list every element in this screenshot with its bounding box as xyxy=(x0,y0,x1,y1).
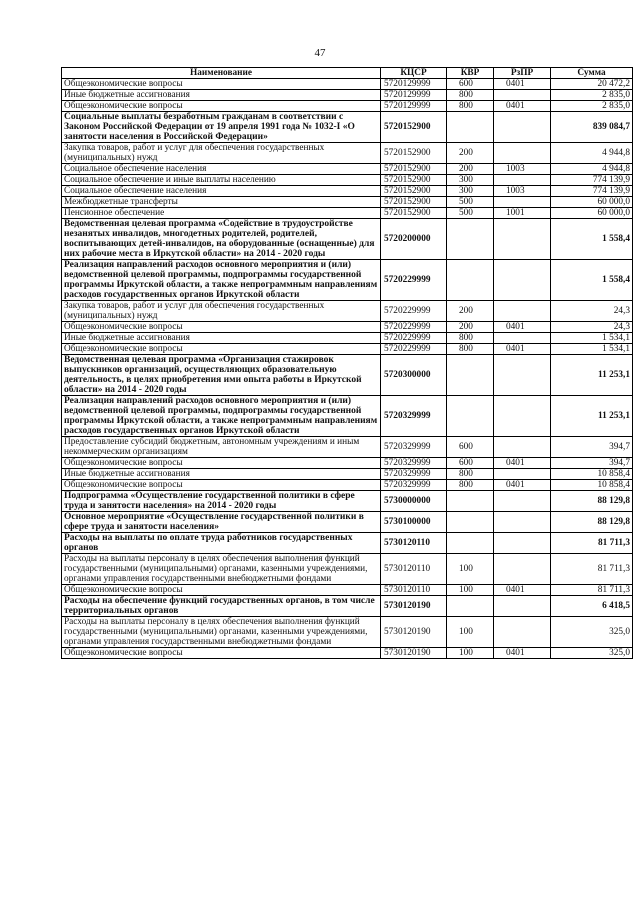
cell-rzpr xyxy=(494,143,551,164)
cell-rzpr: 0401 xyxy=(494,344,551,355)
cell-sum: 325,0 xyxy=(551,617,633,648)
cell-kvr: 100 xyxy=(447,648,494,659)
cell-rzpr xyxy=(494,90,551,101)
table-row xyxy=(62,301,633,322)
cell-kvr: 800 xyxy=(447,101,494,112)
cell-kcsr: 5720300000 xyxy=(381,355,447,396)
cell-kcsr: 5730120110 xyxy=(381,554,447,585)
cell-kvr xyxy=(447,355,494,396)
cell-kvr: 200 xyxy=(447,143,494,164)
cell-name: Общеэкономические вопросы xyxy=(62,458,381,469)
cell-name: Закупка товаров, работ и услуг для обеспечения государственных (муниципальных) нужд xyxy=(62,143,381,164)
cell-kvr: 300 xyxy=(447,175,494,186)
cell-kvr xyxy=(447,596,494,617)
cell-name: Общеэкономические вопросы xyxy=(62,648,381,659)
cell-sum: 81 711,3 xyxy=(551,533,633,554)
cell-sum: 88 129,8 xyxy=(551,512,633,533)
table-row xyxy=(62,322,633,333)
cell-rzpr: 0401 xyxy=(494,585,551,596)
cell-name: Расходы на выплаты по оплате труда работников государственных органов xyxy=(62,533,381,554)
cell-rzpr xyxy=(494,491,551,512)
cell-sum: 839 084,7 xyxy=(551,112,633,143)
cell-sum: 325,0 xyxy=(551,648,633,659)
cell-name: Закупка товаров, работ и услуг для обеспечения государственных (муниципальных) нужд xyxy=(62,301,381,322)
cell-name: Пенсионное обеспечение xyxy=(62,208,381,219)
cell-kvr: 800 xyxy=(447,480,494,491)
cell-name: Ведомственная целевая программа «Содействие в трудоустройстве незанятых инвалидов, многодетных родителей, родителей, воспитывающих детей-инвалидов, на оборудованные (оснащенные) для них рабочие места в Иркутской области» на 2014 - 2020 годы xyxy=(62,219,381,260)
cell-rzpr xyxy=(494,333,551,344)
header-name: Наименование xyxy=(62,68,381,79)
cell-kvr xyxy=(447,512,494,533)
cell-kcsr: 5720152900 xyxy=(381,143,447,164)
cell-sum: 10 858,4 xyxy=(551,480,633,491)
cell-kcsr: 5730120110 xyxy=(381,533,447,554)
table-row xyxy=(62,480,633,491)
cell-kcsr: 5730120190 xyxy=(381,596,447,617)
table-row xyxy=(62,344,633,355)
cell-name: Иные бюджетные ассигнования xyxy=(62,90,381,101)
cell-sum: 20 472,2 xyxy=(551,79,633,90)
cell-kcsr: 5720329999 xyxy=(381,437,447,458)
table-row xyxy=(62,469,633,480)
cell-sum: 10 858,4 xyxy=(551,469,633,480)
cell-rzpr xyxy=(494,533,551,554)
cell-sum: 24,3 xyxy=(551,301,633,322)
table-row xyxy=(62,585,633,596)
table-row xyxy=(62,437,633,458)
cell-kvr xyxy=(447,112,494,143)
table-row xyxy=(62,208,633,219)
cell-kvr: 600 xyxy=(447,79,494,90)
cell-kvr: 500 xyxy=(447,197,494,208)
cell-sum: 774 139,9 xyxy=(551,175,633,186)
table-row xyxy=(62,333,633,344)
cell-kcsr: 5730100000 xyxy=(381,512,447,533)
table-row xyxy=(62,617,633,648)
cell-name: Социальные выплаты безработным гражданам в соответствии с Законом Российской Федерации от 19 апреля 1991 года № 1032-I «О занятости населения в Российской Федерации» xyxy=(62,112,381,143)
table-row xyxy=(62,596,633,617)
cell-rzpr xyxy=(494,617,551,648)
cell-sum: 394,7 xyxy=(551,458,633,469)
cell-rzpr: 1003 xyxy=(494,164,551,175)
cell-sum: 60 000,0 xyxy=(551,197,633,208)
cell-name: Расходы на выплаты персоналу в целях обеспечения выполнения функций государственными (муниципальными) органами, казенными учреждениями, органами управления государственными внебюджетными фондами xyxy=(62,554,381,585)
cell-kcsr: 5720229999 xyxy=(381,344,447,355)
header-sum: Сумма xyxy=(551,68,633,79)
cell-rzpr: 0401 xyxy=(494,79,551,90)
cell-rzpr: 0401 xyxy=(494,458,551,469)
cell-sum: 1 534,1 xyxy=(551,333,633,344)
cell-kcsr: 5720152900 xyxy=(381,175,447,186)
cell-rzpr: 1003 xyxy=(494,186,551,197)
page-number: 47 xyxy=(314,47,326,59)
cell-kvr: 100 xyxy=(447,554,494,585)
cell-name: Общеэкономические вопросы xyxy=(62,79,381,90)
cell-name: Межбюджетные трансферты xyxy=(62,197,381,208)
cell-name: Реализация направлений расходов основного мероприятия и (или) ведомственной целевой программы, подпрограммы государственной программы Иркутской области, а также непрограммным направлениям расходов государственных органов Иркутской области xyxy=(62,260,381,301)
cell-name: Ведомственная целевая программа «Организация стажировок выпускников организаций, осуществляющих образовательную деятельность, в целях приобретения ими опыта работы в Иркутской области» на 2014 - 2020 годы xyxy=(62,355,381,396)
cell-sum: 2 835,0 xyxy=(551,101,633,112)
table-row xyxy=(62,491,633,512)
cell-name: Иные бюджетные ассигнования xyxy=(62,333,381,344)
table-row xyxy=(62,186,633,197)
cell-kvr: 200 xyxy=(447,301,494,322)
cell-name: Подпрограмма «Осуществление государственной политики в сфере труда и занятости населения» на 2014 - 2020 годы xyxy=(62,491,381,512)
cell-rzpr: 0401 xyxy=(494,480,551,491)
cell-rzpr xyxy=(494,175,551,186)
table-row xyxy=(62,396,633,437)
cell-name: Общеэкономические вопросы xyxy=(62,344,381,355)
cell-rzpr: 0401 xyxy=(494,648,551,659)
cell-sum: 81 711,3 xyxy=(551,585,633,596)
table-row xyxy=(62,512,633,533)
table-row xyxy=(62,260,633,301)
cell-rzpr xyxy=(494,112,551,143)
cell-kvr: 200 xyxy=(447,322,494,333)
cell-sum: 11 253,1 xyxy=(551,355,633,396)
cell-name: Реализация направлений расходов основного мероприятия и (или) ведомственной целевой программы, подпрограммы государственной программы Иркутской области, а также непрограммным направлениям расходов государственных органов Иркутской области xyxy=(62,396,381,437)
cell-rzpr xyxy=(494,301,551,322)
cell-rzpr xyxy=(494,197,551,208)
budget-table xyxy=(61,67,633,659)
cell-rzpr xyxy=(494,355,551,396)
cell-kvr xyxy=(447,396,494,437)
cell-kvr: 600 xyxy=(447,458,494,469)
cell-kcsr: 5720329999 xyxy=(381,480,447,491)
cell-kcsr: 5720152900 xyxy=(381,112,447,143)
cell-kvr: 100 xyxy=(447,617,494,648)
header-rzpr: РзПР xyxy=(494,68,551,79)
cell-sum: 1 558,4 xyxy=(551,260,633,301)
cell-kcsr: 5720229999 xyxy=(381,260,447,301)
cell-sum: 774 139,9 xyxy=(551,186,633,197)
cell-kcsr: 5720329999 xyxy=(381,396,447,437)
table-row xyxy=(62,219,633,260)
cell-kcsr: 5720200000 xyxy=(381,219,447,260)
cell-rzpr xyxy=(494,512,551,533)
cell-name: Общеэкономические вопросы xyxy=(62,480,381,491)
cell-kcsr: 5720152900 xyxy=(381,208,447,219)
table-row xyxy=(62,533,633,554)
header-kvr: КВР xyxy=(447,68,494,79)
table-header-row xyxy=(62,68,633,79)
cell-rzpr: 0401 xyxy=(494,101,551,112)
cell-rzpr xyxy=(494,554,551,585)
cell-kvr xyxy=(447,219,494,260)
cell-kcsr: 5730120190 xyxy=(381,617,447,648)
cell-kcsr: 5720152900 xyxy=(381,197,447,208)
table-row xyxy=(62,197,633,208)
cell-name: Общеэкономические вопросы xyxy=(62,322,381,333)
cell-kvr: 300 xyxy=(447,186,494,197)
cell-kcsr: 5720152900 xyxy=(381,186,447,197)
cell-sum: 6 418,5 xyxy=(551,596,633,617)
cell-kvr: 800 xyxy=(447,333,494,344)
cell-rzpr xyxy=(494,596,551,617)
cell-kvr: 600 xyxy=(447,437,494,458)
cell-kcsr: 5720229999 xyxy=(381,322,447,333)
cell-kcsr: 5720129999 xyxy=(381,101,447,112)
cell-kcsr: 5730000000 xyxy=(381,491,447,512)
cell-name: Социальное обеспечение и иные выплаты населению xyxy=(62,175,381,186)
cell-kvr: 800 xyxy=(447,344,494,355)
cell-kvr: 500 xyxy=(447,208,494,219)
cell-kcsr: 5720129999 xyxy=(381,90,447,101)
cell-sum: 1 534,1 xyxy=(551,344,633,355)
cell-kcsr: 5720329999 xyxy=(381,458,447,469)
cell-sum: 394,7 xyxy=(551,437,633,458)
cell-sum: 2 835,0 xyxy=(551,90,633,101)
cell-rzpr: 1001 xyxy=(494,208,551,219)
cell-sum: 24,3 xyxy=(551,322,633,333)
cell-name: Расходы на выплаты персоналу в целях обеспечения выполнения функций государственными (муниципальными) органами, казенными учреждениями, органами управления государственными внебюджетными фондами xyxy=(62,617,381,648)
table-row xyxy=(62,112,633,143)
cell-kvr: 800 xyxy=(447,469,494,480)
cell-name: Основное мероприятие «Осуществление государственной политики в сфере труда и занятости населения» xyxy=(62,512,381,533)
table-row xyxy=(62,458,633,469)
table-row xyxy=(62,175,633,186)
cell-kcsr: 5730120190 xyxy=(381,648,447,659)
cell-rzpr xyxy=(494,260,551,301)
cell-name: Социальное обеспечение населения xyxy=(62,186,381,197)
table-row xyxy=(62,164,633,175)
cell-name: Иные бюджетные ассигнования xyxy=(62,469,381,480)
cell-rzpr xyxy=(494,437,551,458)
cell-kvr: 100 xyxy=(447,585,494,596)
table-row xyxy=(62,648,633,659)
cell-rzpr xyxy=(494,219,551,260)
table-row xyxy=(62,101,633,112)
cell-name: Общеэкономические вопросы xyxy=(62,585,381,596)
cell-rzpr xyxy=(494,469,551,480)
cell-kvr xyxy=(447,533,494,554)
cell-kvr: 800 xyxy=(447,90,494,101)
cell-kcsr: 5730120110 xyxy=(381,585,447,596)
cell-sum: 11 253,1 xyxy=(551,396,633,437)
table-row xyxy=(62,355,633,396)
table-row xyxy=(62,143,633,164)
cell-kvr xyxy=(447,260,494,301)
cell-sum: 60 000,0 xyxy=(551,208,633,219)
cell-sum: 81 711,3 xyxy=(551,554,633,585)
cell-kvr: 200 xyxy=(447,164,494,175)
cell-sum: 88 129,8 xyxy=(551,491,633,512)
cell-kcsr: 5720229999 xyxy=(381,333,447,344)
cell-kcsr: 5720329999 xyxy=(381,469,447,480)
cell-sum: 4 944,8 xyxy=(551,164,633,175)
cell-sum: 1 558,4 xyxy=(551,219,633,260)
cell-sum: 4 944,8 xyxy=(551,143,633,164)
cell-name: Социальное обеспечение населения xyxy=(62,164,381,175)
cell-kcsr: 5720129999 xyxy=(381,79,447,90)
table-row xyxy=(62,554,633,585)
table-row xyxy=(62,79,633,90)
cell-name: Расходы на обеспечение функций государственных органов, в том числе территориальных органов xyxy=(62,596,381,617)
cell-name: Предоставление субсидий бюджетным, автономным учреждениям и иным некоммерческим организациям xyxy=(62,437,381,458)
cell-rzpr: 0401 xyxy=(494,322,551,333)
header-kcsr: КЦСР xyxy=(381,68,447,79)
cell-kcsr: 5720152900 xyxy=(381,164,447,175)
table-row xyxy=(62,90,633,101)
cell-rzpr xyxy=(494,396,551,437)
cell-kvr xyxy=(447,491,494,512)
cell-name: Общеэкономические вопросы xyxy=(62,101,381,112)
cell-kcsr: 5720229999 xyxy=(381,301,447,322)
